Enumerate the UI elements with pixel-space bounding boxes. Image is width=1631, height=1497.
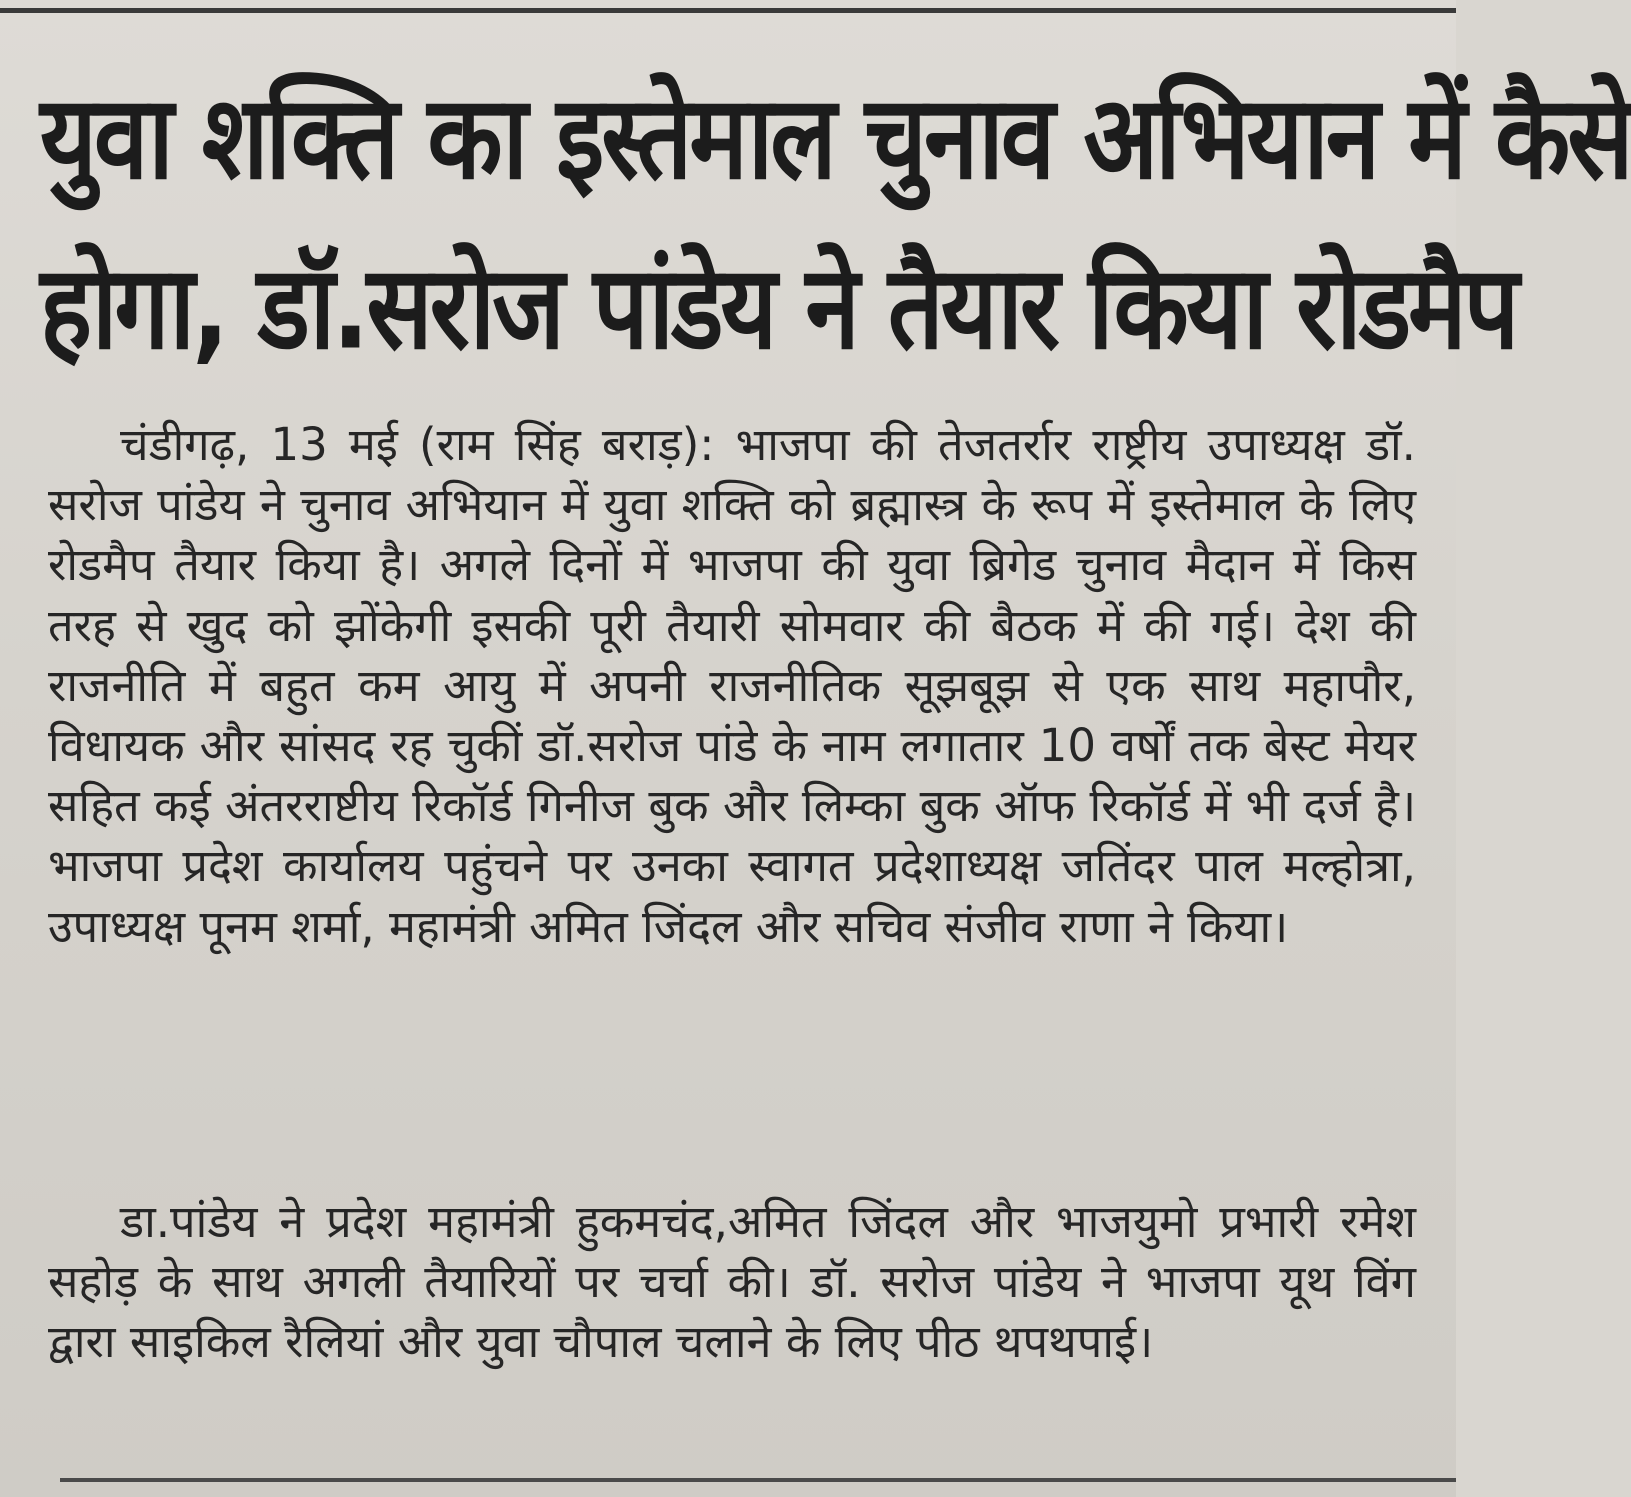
headline-line-2: होगा, डॉ.सरोज पांडेय ने तैयार किया रोडमैप (40, 241, 1517, 376)
headline-line-1: युवा शक्ति का इस्तेमाल चुनाव अभियान में कैसे (40, 71, 1631, 206)
article-paragraph-2: डा.पांडेय ने प्रदेश महामंत्री हुकमचंद,अमित जिंदल और भाजयुमो प्रभारी रमेश सहोड़ के साथ अगली तैयारियों पर चर्चा की। डॉ. सरोज पांडेय ने भाजपा यूथ विंग द्वारा साइकिल रैलियां और युवा चौपाल चलाने के लिए पीठ थपथपाई। (48, 1195, 1416, 1369)
bottom-rule-divider (60, 1478, 1456, 1482)
article-paragraph-1: चंडीगढ़, 13 मई (राम सिंह बराड़): भाजपा की तेजतर्रार राष्ट्रीय उपाध्यक्ष डॉ. सरोज पांडेय ने चुनाव अभियान में युवा शक्ति को ब्रह्मास्त्र के रूप में इस्तेमाल के लिए रोडमैप तैयार किया है। अगले दिनों में भाजपा की युवा ब्रिगेड चुनाव मैदान में किस तरह से खुद को झोंकेगी इसकी पूरी तैयारी सोमवार की बैठक में की गई। देश की राजनीति में बहुत कम आयु में अपनी राजनीतिक सूझबूझ से एक साथ महापौर, विधायक और सांसद रह चुकीं डॉ.सरोज पांडे के नाम लगातार 10 वर्षों तक बेस्ट मेयर सहित कई अंतरराष्टीय रिकॉर्ड गिनीज बुक और लिम्का बुक ऑफ रिकॉर्ड में भी दर्ज है। भाजपा प्रदेश कार्यालय पहुंचने पर उनका स्वागत प्रदेशाध्यक्ष जतिंदर पाल मल्होत्रा, उपाध्यक्ष पूनम शर्मा, महामंत्री अमित जिंदल और सचिव संजीव राणा ने किया। (48, 418, 1416, 953)
top-rule-divider (0, 8, 1456, 13)
